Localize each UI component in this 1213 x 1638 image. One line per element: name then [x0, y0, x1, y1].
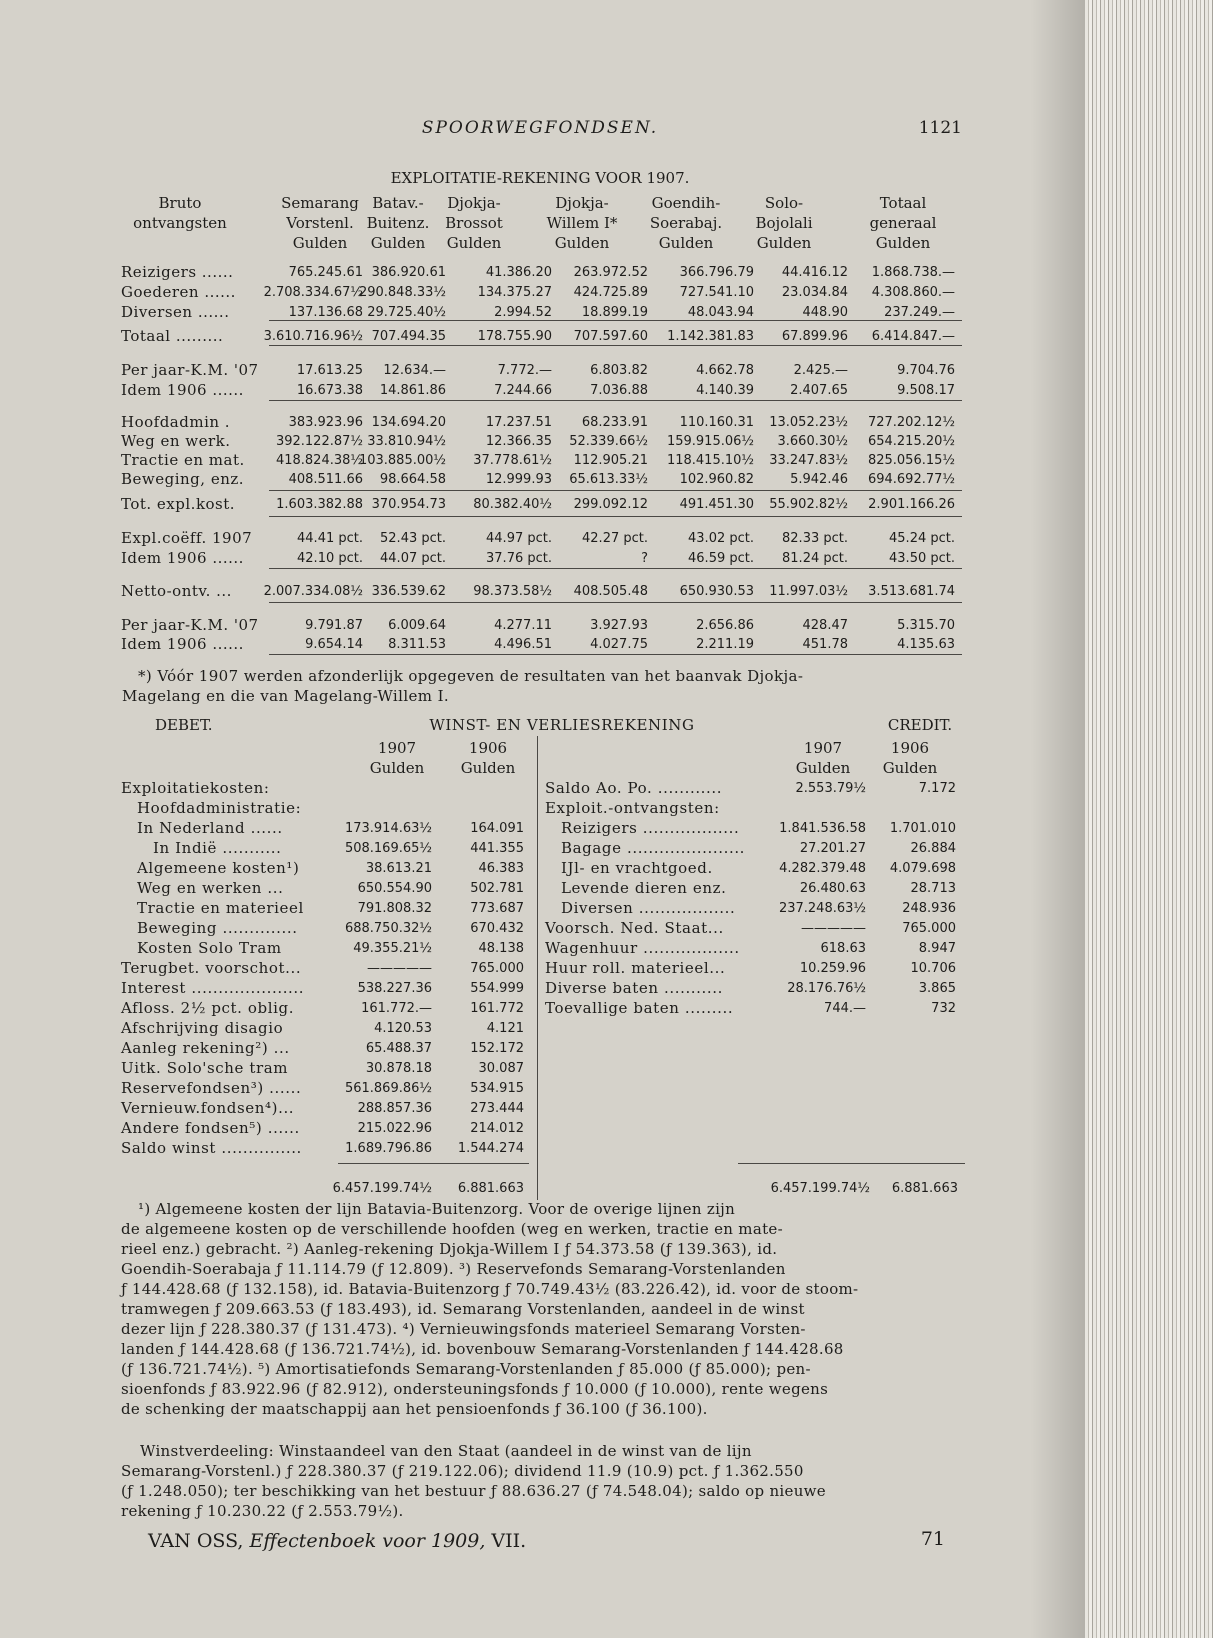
- exploitation-column-header: Brossot: [445, 214, 503, 232]
- exploitation-cell: 103.885.00½: [358, 453, 446, 468]
- winst-footnote-line: sioenfonds ƒ 83.922.96 (ƒ 82.912), ondersteuningsfonds ƒ 10.000 (ƒ 10.000), rente wegens: [121, 1380, 829, 1398]
- debit-value-1907: 215.022.96: [357, 1121, 432, 1136]
- winst-footnote-line: ƒ 144.428.68 (ƒ 132.158), id. Batavia-Buitenzorg ƒ 70.749.43½ (83.226.42), id. voor de stoom-: [121, 1280, 859, 1298]
- exploitation-row-label: Expl.coëff. 1907: [121, 529, 253, 547]
- exploitation-cell: 82.33 pct.: [782, 531, 848, 546]
- exploitation-cell: 98.373.58½: [473, 584, 552, 599]
- exploitation-cell: 1.142.381.83: [667, 329, 754, 344]
- exploitation-footnote: Magelang en die van Magelang-Willem I.: [122, 687, 450, 705]
- debit-row-label: Saldo winst ...............: [121, 1139, 302, 1157]
- exploitation-cell: 37.76 pct.: [486, 551, 552, 566]
- exploitation-cell: 9.791.87: [305, 618, 363, 633]
- exploitation-cell: 2.656.86: [696, 618, 754, 633]
- exploitation-cell: 33.810.94½: [367, 434, 446, 449]
- exploitation-column-header: Soerabaj.: [649, 214, 723, 232]
- debit-row-label: Exploitatiekosten:: [121, 779, 270, 797]
- exploitation-row-label: Per jaar-K.M. '07: [121, 616, 259, 634]
- exploitation-cell: 98.664.58: [379, 472, 446, 487]
- exploitation-column-header: Djokja-: [555, 194, 609, 212]
- debit-value-1907: 65.488.37: [365, 1041, 432, 1056]
- debit-value-1906: 30.087: [478, 1061, 524, 1076]
- credit-value-1906: 732: [931, 1001, 956, 1016]
- debit-value-1907: 173.914.63½: [344, 821, 432, 836]
- credit-value-1907: 28.176.76½: [787, 981, 866, 996]
- exploitation-cell: 18.899.19: [581, 305, 648, 320]
- winst-center-rule: [537, 736, 538, 1200]
- exploitation-cell: 17.237.51: [485, 415, 552, 430]
- winst-footnote-line: landen ƒ 144.428.68 (ƒ 136.721.74½), id. bovenbouw Semarang-Vorstenlanden ƒ 144.428.68: [121, 1340, 844, 1358]
- debit-row-label: Aanleg rekening²) ...: [121, 1039, 290, 1057]
- debit-value-1907: 561.869.86½: [344, 1081, 432, 1096]
- gutter-shadow: [1030, 0, 1085, 1638]
- exploitation-cell: 263.972.52: [573, 265, 648, 280]
- exploitation-row-label: Reizigers ......: [121, 263, 234, 281]
- exploitation-cell: 6.414.847.—: [871, 329, 955, 344]
- exploitation-row-label: Goederen ......: [121, 283, 236, 301]
- credit-row-label: Exploit.-ontvangsten:: [545, 799, 720, 817]
- exploitation-cell: 4.496.51: [494, 637, 552, 652]
- credit-value-1906: 28.713: [910, 881, 956, 896]
- exploitation-cell: 23.034.84: [781, 285, 848, 300]
- exploitation-column-header: Gulden: [875, 234, 931, 252]
- exploitation-cell: 4.308.860.—: [871, 285, 955, 300]
- exploitation-rule: [269, 490, 962, 491]
- debit-value-1906: 214.012: [470, 1121, 524, 1136]
- winst-footnote-line: (ƒ 136.721.74½). ⁵) Amortisatiefonds Semarang-Vorstenlanden ƒ 85.000 (ƒ 85.000); pen-: [121, 1360, 811, 1378]
- credit-row-label: Voorsch. Ned. Staat...: [545, 919, 724, 937]
- exploitation-cell: 12.634.—: [383, 363, 446, 378]
- debit-unit-1907: Gulden: [369, 759, 425, 777]
- exploitation-cell: 1.868.738.—: [871, 265, 955, 280]
- exploitation-cell: 4.027.75: [590, 637, 648, 652]
- exploitation-cell: 7.244.66: [494, 383, 552, 398]
- exploitation-cell: 178.755.90: [477, 329, 552, 344]
- exploitation-rule: [269, 320, 962, 321]
- debit-row-label: Uitk. Solo'sche tram: [121, 1059, 289, 1077]
- debit-value-1907: 4.120.53: [374, 1021, 432, 1036]
- credit-value-1906: 3.865: [918, 981, 956, 996]
- debit-row-label: Afloss. 2½ pct. oblig.: [121, 999, 295, 1017]
- exploitation-row-label: Totaal .........: [121, 327, 224, 345]
- exploitation-rule: [269, 568, 962, 569]
- exploitation-cell: 65.613.33½: [569, 472, 648, 487]
- debit-value-1906: 46.383: [478, 861, 524, 876]
- exploitation-column-header: Gulden: [554, 234, 610, 252]
- book-footer: [148, 1530, 526, 1552]
- debit-unit-1906: Gulden: [460, 759, 516, 777]
- exploitation-cell: 727.202.12½: [867, 415, 955, 430]
- exploitation-column-header: Gulden: [658, 234, 714, 252]
- credit-value-1907: 26.480.63: [799, 881, 866, 896]
- exploitation-cell: 112.905.21: [573, 453, 648, 468]
- credit-row-label: Wagenhuur ..................: [545, 939, 740, 957]
- exploitation-cell: 33.247.83½: [769, 453, 848, 468]
- winst-footnote-line: ¹) Algemeene kosten der lijn Batavia-Buitenzorg. Voor de overige lijnen zijn: [138, 1200, 736, 1218]
- debit-value-1906: 554.999: [470, 981, 524, 996]
- debit-value-1907: 49.355.21½: [353, 941, 432, 956]
- credit-value-1906: 1.701.010: [889, 821, 956, 836]
- exploitation-rule: [269, 345, 962, 346]
- exploitation-cell: 46.59 pct.: [688, 551, 754, 566]
- debit-row-label: Beweging ..............: [137, 919, 298, 937]
- credit-total-rule: [738, 1163, 965, 1164]
- exploitation-cell: 3.513.681.74: [868, 584, 955, 599]
- exploitation-cell: 765.245.61: [288, 265, 363, 280]
- exploitation-cell: 9.508.17: [897, 383, 955, 398]
- exploitation-column-header: Gulden: [446, 234, 502, 252]
- exploitation-cell: 44.07 pct.: [380, 551, 446, 566]
- exploitation-cell: 9.654.14: [305, 637, 363, 652]
- exploitation-row-label: Per jaar-K.M. '07: [121, 361, 259, 379]
- exploitation-row-label: Idem 1906 ......: [121, 635, 244, 653]
- debit-value-1906: 4.121: [486, 1021, 524, 1036]
- winst-footnote-line: Goendih-Soerabaja ƒ 11.114.79 (ƒ 12.809). ³) Reservefonds Semarang-Vorstenlanden: [121, 1260, 786, 1278]
- footer-book-title: Effectenboek voor 1909,: [249, 1530, 486, 1552]
- exploitation-cell: 451.78: [802, 637, 848, 652]
- exploitation-cell: 727.541.10: [679, 285, 754, 300]
- debit-row-label: In Nederland ......: [137, 819, 283, 837]
- exploitation-cell: 2.407.65: [790, 383, 848, 398]
- credit-value-1906: 248.936: [902, 901, 956, 916]
- exploitation-cell: 9.704.76: [897, 363, 955, 378]
- winst-footnote-line: de algemeene kosten op de verschillende hoofden (weg en werken, tractie en mate-: [121, 1220, 783, 1238]
- exploitation-cell: 3.610.716.96½: [263, 329, 363, 344]
- debit-value-1906: 534.915: [470, 1081, 524, 1096]
- winstverdeeling-line: rekening ƒ 10.230.22 (ƒ 2.553.79½).: [121, 1502, 404, 1520]
- debit-value-1906: 773.687: [470, 901, 524, 916]
- exploitation-cell: 370.954.73: [371, 497, 446, 512]
- exploitation-col0-header: ontvangsten: [133, 214, 227, 232]
- credit-value-1907: 744.—: [824, 1001, 866, 1016]
- winstverdeeling-line: (ƒ 1.248.050); ter beschikking van het bestuur ƒ 88.636.27 (ƒ 74.548.04); saldo op nieuwe: [121, 1482, 826, 1500]
- exploitation-cell: 134.375.27: [477, 285, 552, 300]
- exploitation-row-label: Diversen ......: [121, 303, 230, 321]
- debit-value-1907: 688.750.32½: [344, 921, 432, 936]
- exploitation-cell: 102.960.82: [679, 472, 754, 487]
- credit-unit-1906: Gulden: [882, 759, 938, 777]
- exploitation-cell: 386.920.61: [371, 265, 446, 280]
- running-title: SPOORWEGFONDSEN.: [421, 118, 659, 138]
- debit-value-1906: 161.772: [470, 1001, 524, 1016]
- exploitation-row-label: Beweging, enz.: [121, 470, 245, 488]
- winst-footnote-line: tramwegen ƒ 209.663.53 (ƒ 183.493), id. Semarang Vorstenlanden, aandeel in de winst: [121, 1300, 805, 1318]
- credit-value-1906: 8.947: [918, 941, 956, 956]
- credit-value-1906: 765.000: [902, 921, 956, 936]
- exploitation-cell: 2.708.334.67½: [263, 285, 363, 300]
- exploitation-cell: 2.007.334.08½: [263, 584, 363, 599]
- exploitation-cell: 44.41 pct.: [297, 531, 363, 546]
- exploitation-column-header: generaal: [869, 214, 937, 232]
- debit-value-1906: 765.000: [470, 961, 524, 976]
- debit-row-label: Afschrijving disagio: [121, 1019, 284, 1037]
- winstverdeeling-line: Semarang-Vorstenl.) ƒ 228.380.37 (ƒ 219.122.06); dividend 11.9 (10.9) pct. ƒ 1.362.550: [121, 1462, 804, 1480]
- credit-year-1906: 1906: [890, 739, 930, 757]
- winstverdeeling-line: Winstverdeeling: Winstaandeel van den Staat (aandeel in de winst van de lijn: [140, 1442, 752, 1460]
- exploitation-cell: 13.052.23½: [769, 415, 848, 430]
- winst-footnote-line: dezer lijn ƒ 228.380.37 (ƒ 131.473). ⁴) Vernieuwingsfonds materieel Semarang Vorsten-: [121, 1320, 806, 1338]
- debit-value-1906: 441.355: [470, 841, 524, 856]
- exploitation-cell: 52.339.66½: [569, 434, 648, 449]
- credit-value-1907: 27.201.27: [799, 841, 866, 856]
- credit-value-1907: 618.63: [820, 941, 866, 956]
- debit-value-1906: 502.781: [470, 881, 524, 896]
- debit-total-1907: 6.457.199.74½: [332, 1181, 432, 1196]
- credit-row-label: Huur roll. materieel...: [545, 959, 726, 977]
- exploitation-column-header: Semarang: [281, 194, 359, 212]
- exploitation-cell: 42.10 pct.: [297, 551, 363, 566]
- exploitation-cell: 2.425.—: [793, 363, 848, 378]
- credit-row-label: Reizigers ..................: [561, 819, 740, 837]
- exploitation-cell: 110.160.31: [679, 415, 754, 430]
- exploitation-cell: 137.136.68: [288, 305, 363, 320]
- footer-volume: VII.: [491, 1530, 527, 1552]
- debit-value-1907: 538.227.36: [357, 981, 432, 996]
- credit-row-label: IJl- en vrachtgoed.: [561, 859, 713, 877]
- credit-value-1907: —————: [801, 921, 866, 936]
- debit-value-1907: 30.878.18: [365, 1061, 432, 1076]
- credit-year-1907: 1907: [803, 739, 843, 757]
- debit-value-1907: 791.808.32: [357, 901, 432, 916]
- exploitation-cell: 4.140.39: [696, 383, 754, 398]
- exploitation-column-header: Gulden: [370, 234, 426, 252]
- exploitation-cell: 428.47: [802, 618, 848, 633]
- exploitation-cell: 383.923.96: [288, 415, 363, 430]
- exploitation-cell: 4.135.63: [897, 637, 955, 652]
- exploitation-row-label: Hoofdadmin .: [121, 413, 231, 431]
- debit-value-1907: 288.857.36: [357, 1101, 432, 1116]
- debit-value-1906: 1.544.274: [457, 1141, 524, 1156]
- footer-signature: 71: [920, 1528, 945, 1550]
- exploitation-cell: 37.778.61½: [473, 453, 552, 468]
- credit-row-label: Toevallige baten .........: [545, 999, 734, 1017]
- exploitation-cell: 134.694.20: [371, 415, 446, 430]
- exploitation-cell: 3.660.30½: [777, 434, 848, 449]
- exploitation-cell: 299.092.12: [573, 497, 648, 512]
- exploitation-cell: 2.211.19: [696, 637, 754, 652]
- exploitation-row-label: Tot. expl.kost.: [121, 495, 236, 513]
- exploitation-column-header: Gulden: [756, 234, 812, 252]
- exploitation-rule: [269, 602, 962, 603]
- credit-value-1907: 237.248.63½: [778, 901, 866, 916]
- debit-row-label: Andere fondsen⁵) ......: [121, 1119, 300, 1137]
- credit-row-label: Saldo Ao. Po. ............: [545, 779, 723, 797]
- exploitation-cell: 1.603.382.88: [276, 497, 363, 512]
- exploitation-rule: [269, 654, 962, 655]
- credit-total-1906: 6.881.663: [891, 1181, 958, 1196]
- winst-footnote-line: rieel enz.) gebracht. ²) Aanleg-rekening Djokja-Willem I ƒ 54.373.58 (ƒ 139.363), id.: [121, 1240, 778, 1258]
- debit-value-1907: 1.689.796.86: [345, 1141, 432, 1156]
- exploitation-column-header: Goendih-: [651, 194, 721, 212]
- exploitation-cell: 408.511.66: [288, 472, 363, 487]
- winst-title: WINST- EN VERLIESREKENING: [429, 716, 695, 734]
- exploitation-cell: 650.930.53: [679, 584, 754, 599]
- exploitation-cell: 694.692.77½: [867, 472, 955, 487]
- debit-row-label: Kosten Solo Tram: [137, 939, 282, 957]
- exploitation-cell: 67.899.96: [781, 329, 848, 344]
- exploitation-cell: 707.597.60: [573, 329, 648, 344]
- credit-value-1907: 1.841.536.58: [779, 821, 866, 836]
- exploitation-column-header: Buitenz.: [366, 214, 430, 232]
- exploitation-cell: 6.009.64: [388, 618, 446, 633]
- exploitation-cell: 44.416.12: [781, 265, 848, 280]
- footer-author: VAN OSS,: [148, 1530, 244, 1552]
- exploitation-cell: 48.043.94: [687, 305, 754, 320]
- exploitation-cell: 392.122.87½: [275, 434, 363, 449]
- exploitation-col0-header: Bruto: [158, 194, 202, 212]
- exploitation-column-header: Batav.-: [372, 194, 424, 212]
- page-edges: [1085, 0, 1213, 1638]
- debit-row-label: Vernieuw.fondsen⁴)...: [121, 1099, 295, 1117]
- exploitation-cell: 17.613.25: [296, 363, 363, 378]
- exploitation-row-label: Netto-ontv. ...: [121, 582, 232, 600]
- exploitation-cell: 11.997.03½: [769, 584, 848, 599]
- exploitation-column-header: Vorstenl.: [286, 214, 354, 232]
- exploitation-cell: 7.772.—: [497, 363, 552, 378]
- exploitation-cell: 12.366.35: [485, 434, 552, 449]
- exploitation-cell: 237.249.—: [884, 305, 955, 320]
- debit-value-1906: 273.444: [470, 1101, 524, 1116]
- exploitation-cell: 491.451.30: [679, 497, 754, 512]
- exploitation-cell: 118.415.10½: [666, 453, 754, 468]
- exploitation-cell: 45.24 pct.: [889, 531, 955, 546]
- exploitation-row-label: Weg en werk.: [121, 432, 231, 450]
- exploitation-cell: 418.824.38½: [275, 453, 363, 468]
- exploitation-cell: 4.662.78: [696, 363, 754, 378]
- credit-unit-1907: Gulden: [795, 759, 851, 777]
- exploitation-cell: 366.796.79: [679, 265, 754, 280]
- credit-value-1906: 26.884: [910, 841, 956, 856]
- exploitation-cell: 5.942.46: [790, 472, 848, 487]
- debit-row-label: Hoofdadministratie:: [137, 799, 302, 817]
- exploitation-cell: 707.494.35: [371, 329, 446, 344]
- debit-year-1907: 1907: [377, 739, 417, 757]
- exploitation-title: EXPLOITATIE-REKENING VOOR 1907.: [390, 169, 690, 187]
- exploitation-cell: 424.725.89: [573, 285, 648, 300]
- debit-value-1906: 152.172: [470, 1041, 524, 1056]
- exploitation-cell: 654.215.20½: [867, 434, 955, 449]
- exploitation-cell: 6.803.82: [590, 363, 648, 378]
- exploitation-rule: [269, 400, 962, 401]
- debit-total-1906: 6.881.663: [457, 1181, 524, 1196]
- exploitation-rule: [269, 516, 962, 517]
- exploitation-cell: 68.233.91: [581, 415, 648, 430]
- debit-row-label: Interest .....................: [121, 979, 305, 997]
- exploitation-row-label: Tractie en mat.: [121, 451, 245, 469]
- debit-value-1907: 161.772.—: [361, 1001, 432, 1016]
- debit-value-1907: 38.613.21: [365, 861, 432, 876]
- credit-value-1907: 10.259.96: [799, 961, 866, 976]
- exploitation-cell: 336.539.62: [371, 584, 446, 599]
- exploitation-cell: 41.386.20: [485, 265, 552, 280]
- credit-row-label: Diversen ..................: [561, 899, 736, 917]
- exploitation-cell: 7.036.88: [590, 383, 648, 398]
- credit-value-1906: 7.172: [918, 781, 956, 796]
- credit-row-label: Bagage ......................: [561, 839, 746, 857]
- exploitation-column-header: Solo-: [764, 194, 804, 212]
- exploitation-cell: 16.673.38: [296, 383, 363, 398]
- exploitation-column-header: Willem I*: [546, 214, 618, 232]
- winst-footnote-line: de schenking der maatschappij aan het pensioenfonds ƒ 36.100 (ƒ 36.100).: [121, 1400, 708, 1418]
- debit-value-1907: 508.169.65½: [344, 841, 432, 856]
- debit-value-1907: —————: [367, 961, 432, 976]
- credit-total-1907: 6.457.199.74½: [770, 1181, 870, 1196]
- exploitation-cell: 448.90: [802, 305, 848, 320]
- credit-value-1907: 2.553.79½: [795, 781, 866, 796]
- exploitation-footnote: *) Vóór 1907 werden afzonderlijk opgegeven de resultaten van het baanvak Djokja-: [138, 667, 804, 685]
- exploitation-cell: 43.02 pct.: [688, 531, 754, 546]
- credit-label: CREDIT.: [887, 716, 953, 734]
- debit-row-label: Terugbet. voorschot...: [121, 959, 302, 977]
- exploitation-cell: 43.50 pct.: [889, 551, 955, 566]
- debit-row-label: In Indië ...........: [153, 839, 282, 857]
- exploitation-cell: 42.27 pct.: [582, 531, 648, 546]
- exploitation-row-label: Idem 1906 ......: [121, 381, 244, 399]
- exploitation-cell: 8.311.53: [388, 637, 446, 652]
- credit-value-1906: 10.706: [910, 961, 956, 976]
- debet-label: DEBET.: [155, 716, 213, 734]
- exploitation-cell: 29.725.40½: [367, 305, 446, 320]
- exploitation-cell: 4.277.11: [494, 618, 552, 633]
- exploitation-cell: 14.861.86: [379, 383, 446, 398]
- exploitation-cell: 44.97 pct.: [486, 531, 552, 546]
- debit-value-1906: 164.091: [470, 821, 524, 836]
- debit-row-label: Tractie en materieel: [137, 899, 304, 917]
- exploitation-cell: ?: [641, 551, 648, 566]
- exploitation-cell: 159.915.06½: [666, 434, 754, 449]
- exploitation-cell: 3.927.93: [590, 618, 648, 633]
- exploitation-cell: 408.505.48: [573, 584, 648, 599]
- exploitation-cell: 5.315.70: [897, 618, 955, 633]
- debit-row-label: Algemeene kosten¹): [137, 859, 300, 877]
- exploitation-cell: 2.901.166.26: [868, 497, 955, 512]
- debit-total-rule: [338, 1163, 529, 1164]
- exploitation-cell: 2.994.52: [494, 305, 552, 320]
- debit-value-1906: 670.432: [470, 921, 524, 936]
- debit-year-1906: 1906: [468, 739, 508, 757]
- credit-row-label: Diverse baten ...........: [545, 979, 724, 997]
- exploitation-column-header: Gulden: [292, 234, 348, 252]
- exploitation-cell: 12.999.93: [485, 472, 552, 487]
- exploitation-cell: 825.056.15½: [867, 453, 955, 468]
- exploitation-cell: 80.382.40½: [473, 497, 552, 512]
- credit-value-1906: 4.079.698: [889, 861, 956, 876]
- debit-row-label: Weg en werken ...: [137, 879, 284, 897]
- page-number: 1121: [918, 118, 962, 138]
- exploitation-column-header: Djokja-: [447, 194, 501, 212]
- exploitation-cell: 81.24 pct.: [782, 551, 848, 566]
- debit-value-1906: 48.138: [478, 941, 524, 956]
- credit-value-1907: 4.282.379.48: [779, 861, 866, 876]
- exploitation-cell: 55.902.82½: [769, 497, 848, 512]
- exploitation-cell: 290.848.33½: [358, 285, 446, 300]
- credit-row-label: Levende dieren enz.: [561, 879, 727, 897]
- debit-row-label: Reservefondsen³) ......: [121, 1079, 302, 1097]
- debit-value-1907: 650.554.90: [357, 881, 432, 896]
- exploitation-cell: 52.43 pct.: [380, 531, 446, 546]
- exploitation-row-label: Idem 1906 ......: [121, 549, 244, 567]
- exploitation-column-header: Totaal: [879, 194, 927, 212]
- exploitation-column-header: Bojolali: [755, 214, 813, 232]
